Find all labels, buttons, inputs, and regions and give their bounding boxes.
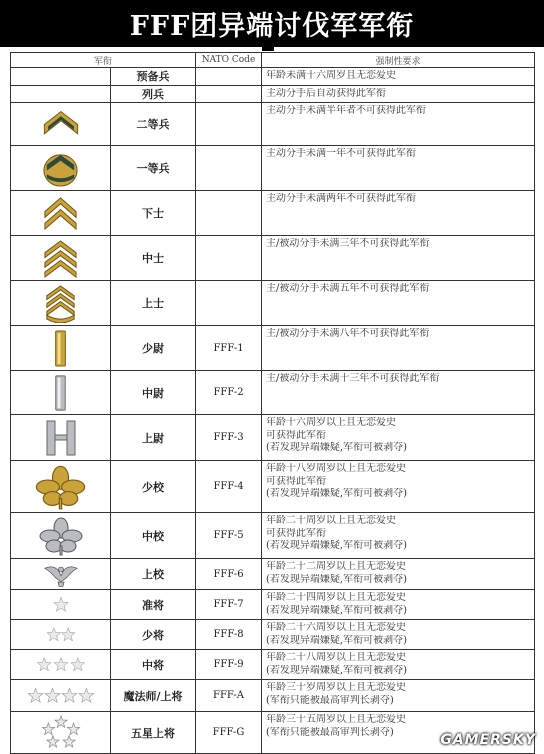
nato-code — [196, 146, 262, 191]
insignia-cell — [11, 146, 111, 191]
chevron-3-icon — [31, 239, 90, 278]
nato-code — [196, 103, 262, 146]
nato-code: FFF-9 — [196, 650, 262, 680]
insignia-cell — [11, 680, 111, 712]
requirement-cell — [262, 461, 535, 513]
requirement-line: (若发现异端嫌疑,军衔可被剥夺) — [266, 634, 407, 646]
nato-code: FFF-8 — [196, 620, 262, 650]
nato-code — [196, 68, 262, 86]
chevron-2-icon — [31, 194, 90, 233]
requirement-cell — [262, 146, 535, 191]
table-row — [11, 191, 535, 236]
insignia-cell — [11, 559, 111, 590]
nato-code: FFF-6 — [196, 559, 262, 590]
table-row — [11, 371, 535, 415]
rank-name: 下士 — [111, 191, 196, 236]
rank-name: 中尉 — [111, 371, 196, 415]
gold-bar-icon — [31, 329, 90, 368]
requirement-cell — [262, 513, 535, 559]
table-row — [11, 680, 535, 712]
requirement-cell — [262, 590, 535, 620]
table-row — [11, 650, 535, 680]
eagle-icon — [42, 562, 80, 587]
requirement-line: 年龄二十二周岁以上且无恋爱史 — [266, 561, 407, 572]
rank-name: 中校 — [111, 513, 196, 559]
requirement-cell — [262, 650, 535, 680]
insignia-cell — [11, 68, 111, 86]
rank-name: 五星上将 — [111, 712, 196, 754]
star-1-icon — [43, 593, 79, 617]
requirement-line: (军衔只能被最高审判长剥夺) — [266, 694, 394, 706]
nato-code: FFF-7 — [196, 590, 262, 620]
nato-code: FFF-1 — [196, 326, 262, 371]
requirement-line: (若发现异端嫌疑,军衔可被剥夺) — [266, 573, 407, 585]
requirement-line: 年龄二十六周岁以上且无恋爱史 — [266, 622, 407, 633]
requirement-line: 可获得此军衔 — [266, 475, 327, 487]
table-row — [11, 146, 535, 191]
rank-name: 上校 — [111, 559, 196, 590]
rank-name: 一等兵 — [111, 146, 196, 191]
insignia-cell — [11, 590, 111, 620]
requirement-line: 主动分手未满半年者不可获得此军衔 — [266, 105, 427, 116]
requirement-line: 主动分手未满一年不可获得此军衔 — [266, 148, 417, 159]
table-row — [11, 281, 535, 326]
insignia-cell — [11, 326, 111, 371]
requirement-cell — [262, 68, 535, 86]
insignia-cell — [11, 103, 111, 146]
rank-name: 中士 — [111, 236, 196, 281]
requirement-cell — [262, 85, 535, 103]
rank-name: 少校 — [111, 461, 196, 513]
requirement-line: (若发现异端嫌疑,军衔可被剥夺) — [266, 604, 407, 616]
insignia-cell — [11, 513, 111, 559]
requirement-line: (军衔只能被最高审判长剥夺) — [266, 726, 394, 738]
table-row — [11, 326, 535, 371]
insignia-cell — [11, 712, 111, 754]
table-row — [11, 559, 535, 590]
requirement-line: 主/被动分手未满三年不可获得此军衔 — [266, 238, 430, 249]
requirement-line: 可获得此军衔 — [266, 527, 327, 539]
silver-leaf-icon — [31, 516, 91, 556]
header-nato: NATO Code — [196, 53, 262, 68]
table-row — [11, 415, 535, 461]
requirement-line: 主/被动分手未满五年不可获得此军衔 — [266, 283, 430, 294]
header-rank: 军衔 — [11, 53, 196, 68]
insignia-cell — [11, 281, 111, 326]
requirement-line: 主/被动分手未满十三年不可获得此军衔 — [266, 373, 440, 384]
double-bar-icon — [31, 418, 91, 458]
insignia-cell — [11, 461, 111, 513]
requirement-cell — [262, 415, 535, 461]
rank-name: 少将 — [111, 620, 196, 650]
requirement-cell — [262, 103, 535, 146]
rank-name: 少尉 — [111, 326, 196, 371]
requirement-line: 年龄十六周岁以上且无恋爱史 — [266, 417, 397, 428]
table-row — [11, 103, 535, 146]
table-row — [11, 461, 535, 513]
requirement-line: (若发现异端嫌疑,军衔可被剥夺) — [266, 664, 407, 676]
nato-code: FFF-3 — [196, 415, 262, 461]
nato-code: FFF-A — [196, 680, 262, 712]
insignia-cell — [11, 191, 111, 236]
insignia-cell — [11, 620, 111, 650]
gold-leaf-icon — [26, 464, 95, 510]
requirement-line: 年龄十八岁周岁以上且无恋爱史 — [266, 463, 407, 474]
nato-code — [196, 281, 262, 326]
rank-table — [10, 52, 535, 754]
page-title-banner — [0, 0, 544, 47]
star-4-icon — [25, 683, 97, 709]
requirement-line: 年龄二十八周岁以上且无恋爱史 — [266, 652, 407, 663]
requirement-line: 年龄三十岁周岁以上且无恋爱史 — [266, 682, 407, 693]
requirement-cell — [262, 680, 535, 712]
table-row — [11, 620, 535, 650]
rank-name: 二等兵 — [111, 103, 196, 146]
chevron-1-rocker-icon — [31, 149, 90, 188]
star-2-icon — [37, 623, 85, 647]
insignia-cell — [11, 236, 111, 281]
requirement-line: 年龄未满十六周岁且无恋爱史 — [266, 70, 397, 81]
nato-code: FFF-2 — [196, 371, 262, 415]
requirement-line: 年龄二十四周岁以上且无恋爱史 — [266, 592, 407, 603]
requirement-line: 主/被动分手未满八年不可获得此军衔 — [266, 328, 430, 339]
requirement-line: 年龄二十周岁以上且无恋爱史 — [266, 515, 397, 526]
nato-code: FFF-4 — [196, 461, 262, 513]
table-row — [11, 68, 535, 86]
requirement-cell — [262, 236, 535, 281]
insignia-cell — [11, 415, 111, 461]
requirement-line: 主动分手后自动获得此军衔 — [266, 87, 387, 99]
insignia-cell — [11, 650, 111, 680]
rank-name: 上尉 — [111, 415, 196, 461]
rank-name: 中将 — [111, 650, 196, 680]
nato-code: FFF-5 — [196, 513, 262, 559]
watermark: GAMERSKY — [440, 732, 536, 748]
banner-notch — [262, 46, 274, 51]
nato-code: FFF-G — [196, 712, 262, 754]
requirement-cell — [262, 620, 535, 650]
rank-name: 预备兵 — [111, 68, 196, 86]
table-row — [11, 513, 535, 559]
nato-code — [196, 85, 262, 103]
star-3-icon — [32, 653, 90, 677]
star-5-icon — [25, 715, 97, 751]
table-header-row — [11, 53, 535, 68]
requirement-cell — [262, 371, 535, 415]
nato-code — [196, 236, 262, 281]
table-row — [11, 236, 535, 281]
rank-name: 魔法师/上将 — [111, 680, 196, 712]
requirement-cell — [262, 326, 535, 371]
silver-bar-icon — [32, 374, 89, 412]
table-row — [11, 85, 535, 103]
requirement-line: (若发现异端嫌疑,军衔可被剥夺) — [266, 442, 407, 453]
rank-name: 上士 — [111, 281, 196, 326]
requirement-cell — [262, 191, 535, 236]
chevron-3-rocker-icon — [31, 284, 90, 323]
header-requirement: 强制性要求 — [262, 53, 535, 68]
requirement-cell — [262, 281, 535, 326]
chevron-1-icon — [33, 106, 89, 143]
requirement-line: 可获得此军衔 — [266, 429, 327, 441]
requirement-cell — [262, 559, 535, 590]
page-title: FFF团异端讨伐军军衔 — [129, 11, 415, 42]
requirement-line: 年龄三十五周岁以上且无恋爱史 — [266, 714, 407, 725]
requirement-line: (若发现异端嫌疑,军衔可被剥夺) — [266, 540, 407, 551]
insignia-cell — [11, 371, 111, 415]
rank-name: 列兵 — [111, 85, 196, 103]
insignia-cell — [11, 85, 111, 103]
nato-code — [196, 191, 262, 236]
rank-name: 准将 — [111, 590, 196, 620]
requirement-line: (若发现异端嫌疑,军衔可被剥夺) — [266, 488, 407, 499]
table-row — [11, 590, 535, 620]
requirement-line: 主动分手未满两年不可获得此军衔 — [266, 193, 417, 204]
